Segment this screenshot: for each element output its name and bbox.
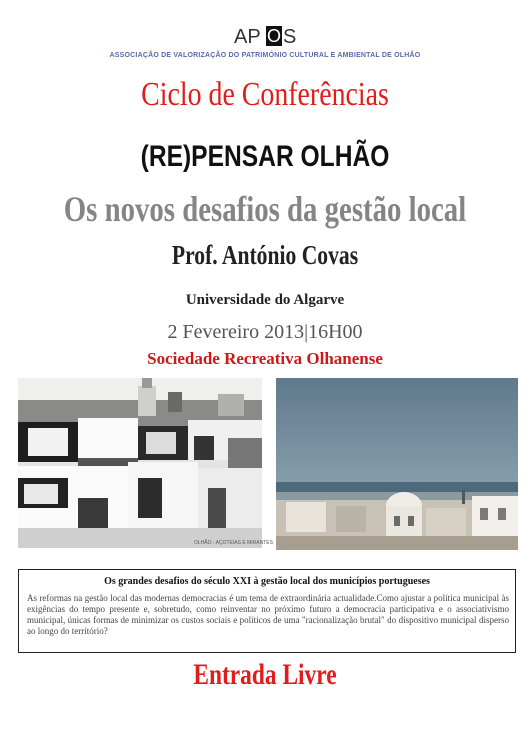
topic-title: Os novos desafios da gestão local [63, 189, 467, 229]
apos-logo [228, 24, 298, 50]
photo-caption: OLHÃO - AÇOTEIAS E MIRANTES [194, 540, 273, 546]
event-venue: Sociedade Recreativa Olhanense [147, 349, 383, 368]
description-body: As reformas na gestão local das modernas democracias é um tema de extraordinária actualidade.Como ajustar a política municipal às exigências do tempo presente e, sobretudo, como reinventar no próximo futuro a democracia participativa e o associativismo municipal, únicas formas de minimizar os custos sociais e políticos de uma "racionalização brutal" do dispositivo municipal disperso ao longo do território? [27, 593, 509, 636]
photo-rooftops-illustration [18, 378, 273, 548]
description-title: Os grandes desafios do século XXI à gestão local dos municípios portugueses [104, 576, 430, 587]
institution: Universidade do Algarve [185, 292, 345, 308]
theme-title: (RE)PENSAR OLHÃO [140, 140, 390, 173]
logo-text-box: O [266, 26, 281, 46]
photo-skyline-illustration [276, 378, 518, 550]
logo-text-left: AP [234, 26, 261, 48]
photo-olhao-skyline [276, 378, 518, 550]
series-title: Ciclo de Conferências [141, 76, 389, 113]
free-entrance: Entrada Livre [193, 658, 337, 691]
association-name: ASSOCIAÇÃO DE VALORIZAÇÃO DO PATRIMÓNIO CULTURAL E AMBIENTAL DE OLHÃO [109, 52, 421, 59]
description-box [18, 569, 516, 653]
event-datetime: 2 Fevereiro 2013|16H00 [167, 321, 363, 343]
logo-text-right: S [283, 26, 297, 48]
photo-olhao-rooftops [18, 378, 273, 548]
speaker-name: Prof. António Covas [171, 240, 359, 270]
